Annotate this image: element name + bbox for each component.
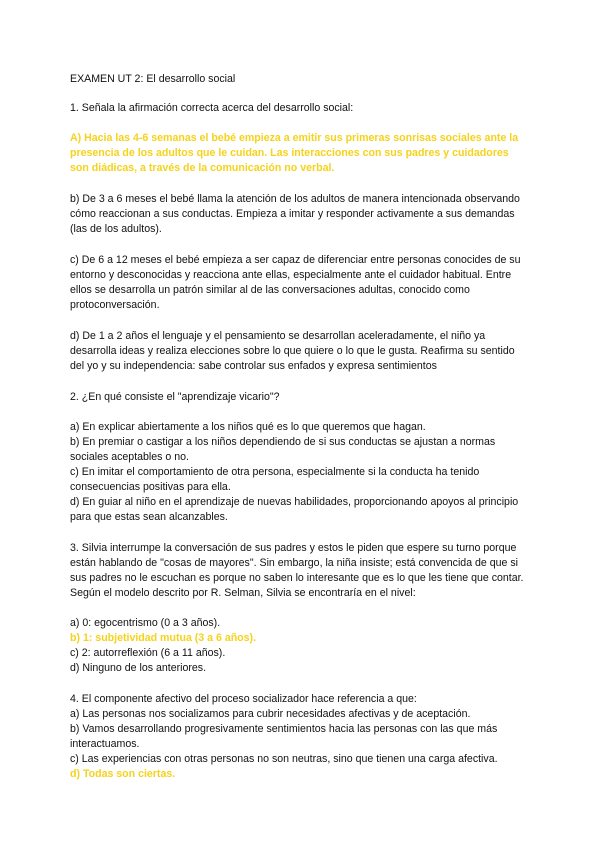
- q4-option-a: a) Las personas nos socializamos para cubrir necesidades afectivas y de aceptación.: [70, 708, 471, 720]
- question-4: 4. El componente afectivo del proceso socializador hace referencia a que:: [70, 693, 417, 705]
- question-3: 3. Silvia interrumpe la conversación de sus padres y estos le piden que espere su turno porque están hablando de "cosas de mayores". Sin embargo, la niña insiste; está convencida de que si sus padres no le escuchan es porque no saben lo interesante que es lo que les tiene que contar. Según el modelo descrito por R. Selman, Silvia se encontraría en el nivel:: [70, 542, 524, 599]
- q2-options: [70, 420, 530, 525]
- q2-option-b: b) En premiar o castigar a los niños dependiendo de si sus conductas se ajustan a normas sociales aceptables o no.: [70, 436, 496, 463]
- q3-option-b: b) 1: subjetividad mutua (3 a 6 años).: [70, 632, 257, 644]
- question-1: 1. Señala la afirmación correcta acerca del desarrollo social:: [70, 102, 354, 114]
- q4-option-c: c) Las experiencias con otras personas no son neutras, sino que tienen una carga afectiva.: [70, 753, 498, 765]
- q3-options: [70, 616, 530, 676]
- q4-option-b: b) Vamos desarrollando progresivamente sentimientos hacia las personas con las que más interactuamos.: [70, 723, 498, 750]
- q3-option-d: d) Ninguno de los anteriores.: [70, 662, 207, 674]
- q2-option-a: a) En explicar abiertamente a los niños qué es lo que queremos que hagan.: [70, 421, 426, 433]
- q3-option-a: a) 0: egocentrismo (0 a 3 años).: [70, 617, 221, 629]
- q2-option-d: d) En guiar al niño en el aprendizaje de nuevas habilidades, proporcionando apoyos al principio para que estas sean alcanzables.: [70, 496, 519, 523]
- question-2: 2. ¿En qué consiste el "aprendizaje vicario"?: [70, 391, 280, 403]
- q1-option-a: A) Hacia las 4-6 semanas el bebé empieza a emitir sus primeras sonrisas sociales ante la presencia de los adultos que le cuidan. Las interacciones con sus padres y cuidadores son diádicas, a través de la comunicación no verbal.: [70, 132, 519, 174]
- q1-option-d: d) De 1 a 2 años el lenguaje y el pensamiento se desarrollan aceleradamente, el niño ya desarrolla ideas y realiza elecciones sobre lo que quiere o lo que le gusta. Reafirma su sentido del yo y su independencia: sabe controlar sus enfados y expresa sentimientos: [70, 330, 515, 372]
- q1-option-b: b) De 3 a 6 meses el bebé llama la atención de los adultos de manera intencionada observando cómo reaccionan a sus conductas. Empieza a imitar y responder activamente a sus demandas (las de los adultos).: [70, 193, 520, 235]
- q3-option-c: c) 2: autorreflexión (6 a 11 años).: [70, 647, 226, 659]
- q2-option-c: c) En imitar el comportamiento de otra persona, especialmente si la conducta ha tenido consecuencias positivas para ella.: [70, 466, 480, 493]
- q4-options: [70, 707, 530, 782]
- exam-title: EXAMEN UT 2: El desarrollo social: [70, 73, 236, 85]
- q1-option-c: c) De 6 a 12 meses el bebé empieza a ser capaz de diferenciar entre personas conocides de su entorno y desconocidas y reacciona ante ellas, especialmente ante el cuidador habitual. Entre ellos se desarrolla un patrón similar al de las conversaciones adultas, conocido como protoconversación.: [70, 254, 521, 311]
- q4-option-d: d) Todas son ciertas.: [70, 768, 176, 780]
